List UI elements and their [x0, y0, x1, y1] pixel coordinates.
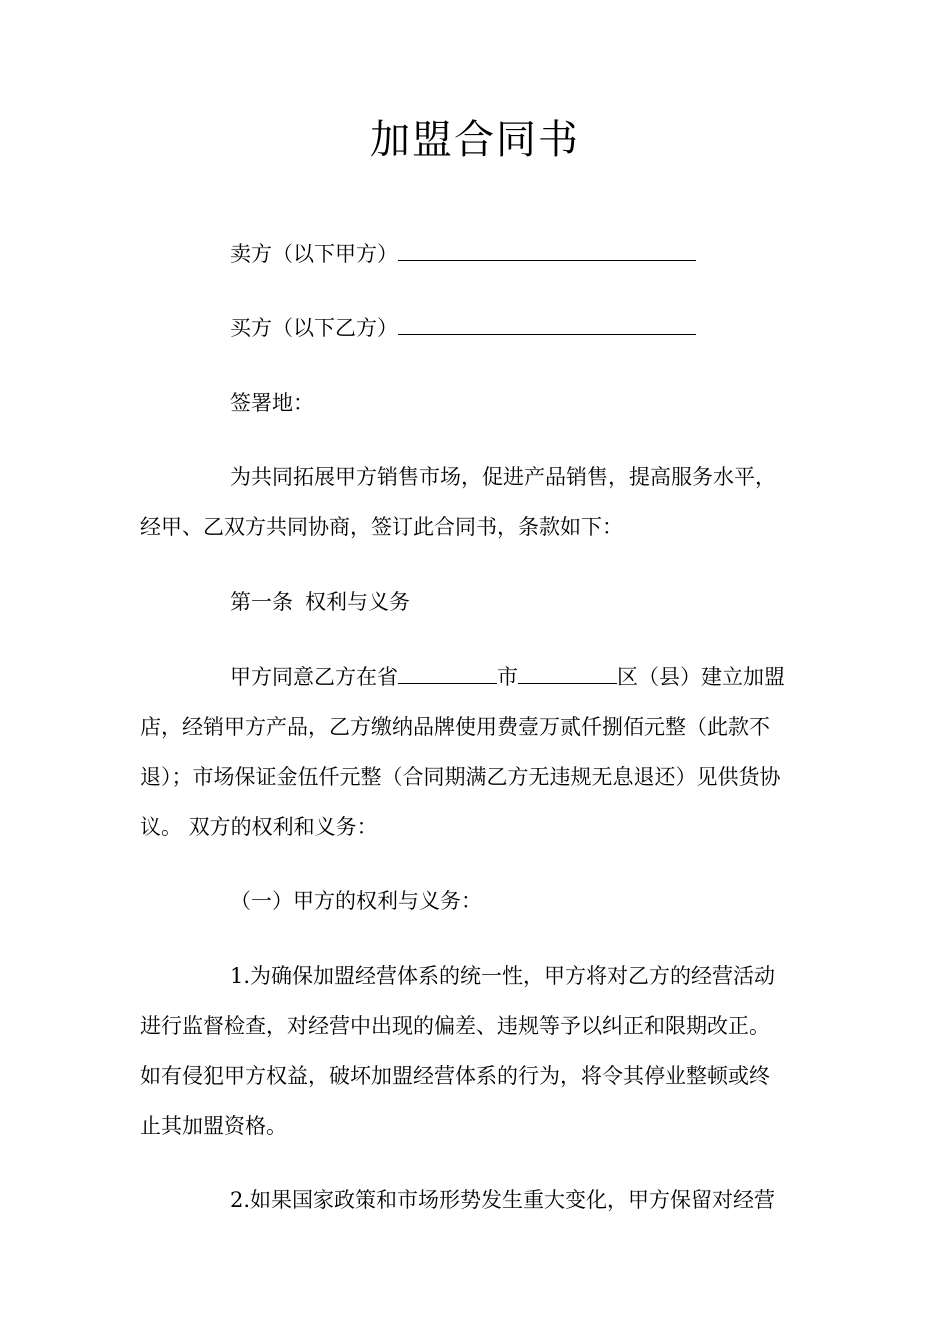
item1-line-1: 1.为确保加盟经营体系的统一性，甲方将对乙方的经营活动	[230, 964, 776, 988]
article1-number: 第一条	[230, 590, 293, 614]
article1-part-1: 甲方同意乙方在省	[230, 665, 398, 689]
item2-line-1: 2.如果国家政策和市场形势发生重大变化，甲方保留对经营	[230, 1188, 776, 1212]
article1-heading	[230, 589, 812, 615]
seller-blank	[398, 242, 696, 261]
article1-part-3: 区（县）建立加盟	[617, 665, 785, 689]
document-title: 加盟合同书	[370, 117, 580, 163]
intro-line-2: 经甲、乙双方共同协商，签订此合同书，条款如下：	[140, 515, 623, 539]
signing-place-label: 签署地：	[230, 391, 314, 415]
item1-line-2: 进行监督检查，对经营中出现的偏差、违规等予以纠正和限期改正。	[140, 1014, 770, 1038]
article1-line-3: 退）；市场保证金伍仟元整（合同期满乙方无违规无息退还）见供货协	[140, 765, 781, 789]
buyer-line	[230, 315, 812, 341]
seller-label: 卖方（以下甲方）	[230, 242, 398, 266]
article1-line-4: 议。 双方的权利和义务：	[140, 815, 378, 839]
buyer-blank	[398, 316, 696, 335]
seller-line	[230, 241, 812, 267]
item1-line-4: 止其加盟资格。	[140, 1114, 287, 1138]
city-blank	[518, 665, 617, 684]
intro-line-1: 为共同拓展甲方销售市场，促进产品销售，提高服务水平，	[230, 465, 776, 489]
article1-line-2: 店，经销甲方产品，乙方缴纳品牌使用费壹万贰仟捌佰元整（此款不	[140, 715, 770, 739]
province-blank	[398, 665, 497, 684]
item1-line-3: 如有侵犯甲方权益，破坏加盟经营体系的行为，将令其停业整顿或终	[140, 1064, 770, 1088]
buyer-label: 买方（以下乙方）	[230, 316, 398, 340]
article1-line-1	[230, 664, 812, 690]
section-a-heading: （一）甲方的权利与义务：	[230, 889, 482, 913]
article1-part-2: 市	[497, 665, 518, 689]
article1-title: 权利与义务	[305, 590, 410, 614]
